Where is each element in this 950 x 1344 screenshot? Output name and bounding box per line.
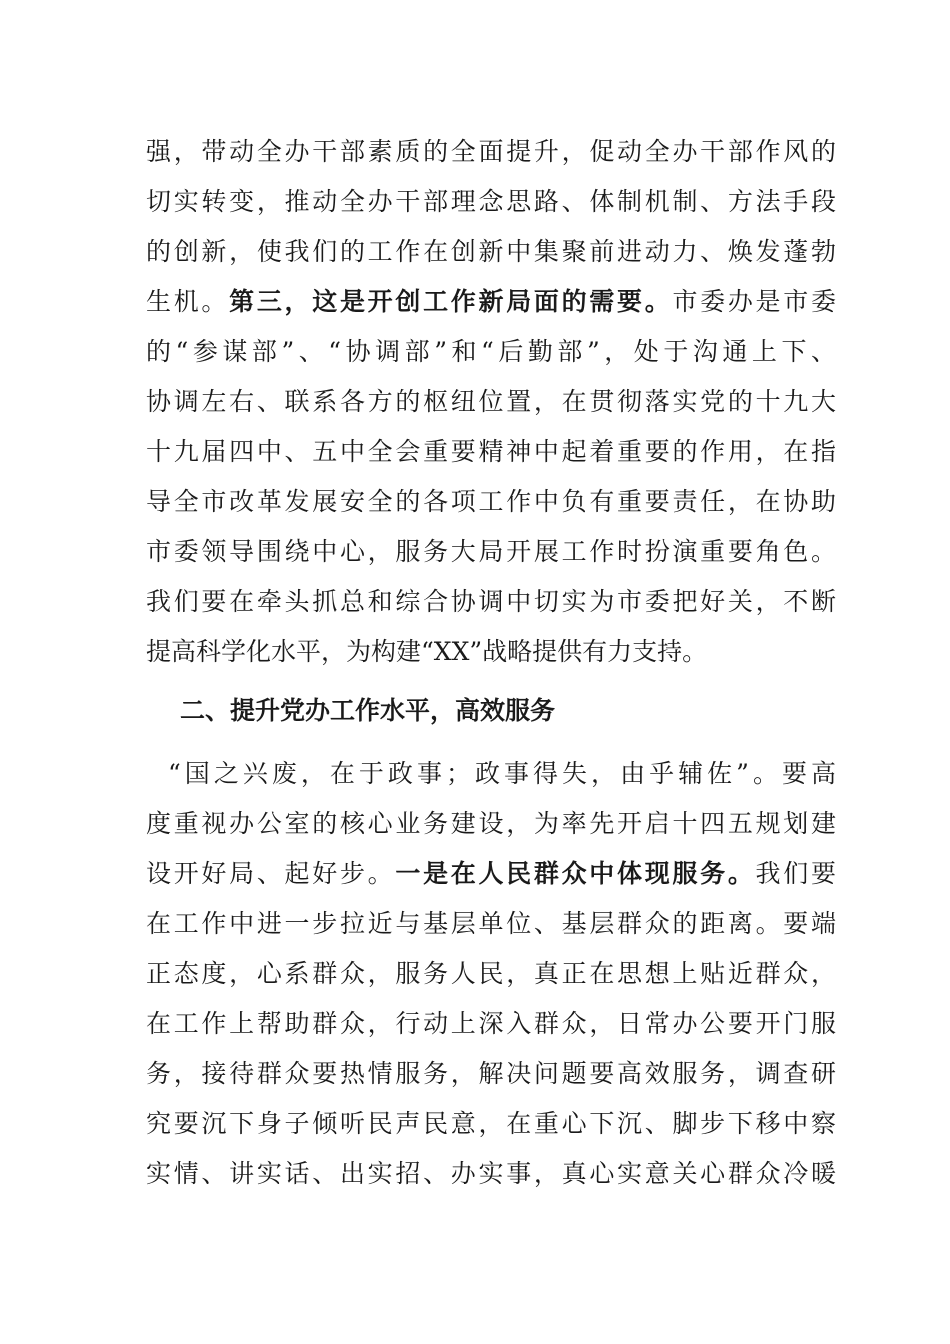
bold-run: 第三，这是开创工作新局面的需要。: [229, 287, 673, 316]
paragraph-line: “国之兴废，在于政事；政事得失，由乎辅佐”。要高: [168, 759, 836, 788]
paragraph-line: 务，接待群众要热情服务，解决问题要高效服务，调查研: [146, 1059, 836, 1088]
paragraph-1: [146, 127, 836, 677]
paragraph-line: [146, 849, 836, 899]
paragraph-line: 十九届四中、五中全会重要精神中起着重要的作用，在指: [146, 437, 836, 466]
paragraph-line: 在工作上帮助群众，行动上深入群众，日常办公要开门服: [146, 1009, 836, 1038]
paragraph-line: 正态度，心系群众，服务人民，真正在思想上贴近群众，: [146, 959, 836, 988]
paragraph-line: 的“参谋部”、“协调部”和“后勤部”，处于沟通上下、: [146, 337, 836, 366]
paragraph-line: 强，带动全办干部素质的全面提升，促动全办干部作风的: [146, 137, 836, 166]
bold-run: 一是在人民群众中体现服务。: [395, 859, 756, 888]
section-heading: 二、提升党办工作水平，高效服务: [180, 696, 556, 725]
paragraph-line: 在工作中进一步拉近与基层单位、基层群众的距离。要端: [146, 909, 836, 938]
paragraph-line: 提高科学化水平，为构建“XX”战略提供有力支持。: [146, 637, 708, 666]
paragraph-line: 究要沉下身子倾听民声民意，在重心下沉、脚步下移中察: [146, 1109, 836, 1138]
paragraph-line: 度重视办公室的核心业务建设，为率先开启十四五规划建: [146, 809, 836, 838]
paragraph-line: 的创新，使我们的工作在创新中集聚前进动力、焕发蓬勃: [146, 237, 836, 266]
paragraph-line: 实情、讲实话、出实招、办实事，真心实意关心群众冷暖: [146, 1159, 836, 1188]
paragraph-line: 切实转变，推动全办干部理念思路、体制机制、方法手段: [146, 187, 836, 216]
text-run: 市委办是市委: [672, 287, 836, 316]
paragraph-2: [146, 749, 836, 1199]
text-run: 我们要: [755, 859, 836, 888]
paragraph-line: 导全市改革发展安全的各项工作中负有重要责任，在协助: [146, 487, 836, 516]
paragraph-line: [146, 277, 836, 327]
paragraph-line: 协调左右、联系各方的枢纽位置，在贯彻落实党的十九大: [146, 387, 836, 416]
text-run: 设开好局、起好步。: [146, 859, 396, 888]
text-run: 生机。: [146, 287, 230, 316]
paragraph-line: 市委领导围绕中心，服务大局开展工作时扮演重要角色。: [146, 537, 836, 566]
paragraph-line: 我们要在牵头抓总和综合协调中切实为市委把好关，不断: [146, 587, 836, 616]
